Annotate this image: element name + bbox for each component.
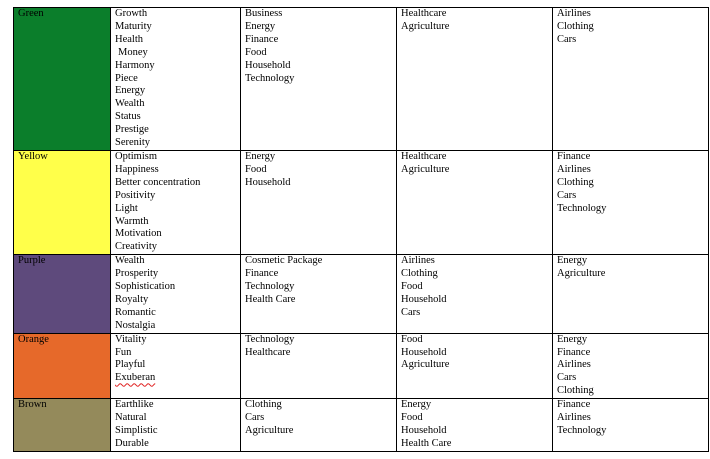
cell-line: Fun <box>115 346 132 358</box>
cell-line: Airlines <box>557 8 591 19</box>
cell-line: Cosmetic Package <box>245 255 323 267</box>
cell-line: Airlines <box>557 412 591 424</box>
cell-line: Clothing <box>401 268 438 280</box>
color-swatch-cell <box>14 150 111 254</box>
cell-line: Durable <box>115 437 149 449</box>
cell-line: Money <box>118 46 148 58</box>
cell-line: Food <box>245 46 267 58</box>
cell-line: Health Care <box>401 437 452 449</box>
cell-line: Status <box>115 111 141 123</box>
cell-line: Food <box>245 163 267 175</box>
cell-line: Finance <box>557 346 591 358</box>
cell-line: Health Care <box>245 293 296 305</box>
cell-line: Clothing <box>557 385 594 397</box>
cell-line: Technology <box>245 281 295 293</box>
cell-line: Cars <box>557 372 577 384</box>
cell-line: Food <box>401 412 423 424</box>
cell-line: Finance <box>245 268 279 280</box>
cell-line: Healthcare <box>245 346 291 358</box>
cell-line: Playful <box>115 359 146 371</box>
cell-line: Piece <box>115 72 138 84</box>
table-row <box>14 333 709 399</box>
cell-line: Sophistication <box>115 281 176 293</box>
cell-line: Energy <box>115 85 146 97</box>
cell-line: Agriculture <box>557 268 606 280</box>
table-row <box>14 8 709 151</box>
cell-line: Food <box>401 281 423 293</box>
cell-line: Agriculture <box>245 425 294 436</box>
cell-line: Business <box>245 8 283 19</box>
cell-line: Technology <box>557 425 607 436</box>
cell-line: Clothing <box>557 176 594 188</box>
cell-line: Vitality <box>115 333 147 345</box>
cell-line: Household <box>401 346 447 358</box>
cell-line: Natural <box>115 412 147 424</box>
table-body <box>14 8 709 452</box>
industries-cell-2 <box>397 333 553 399</box>
cell-line: Clothing <box>557 20 594 32</box>
color-swatch-cell <box>14 255 111 333</box>
cell-line: Harmony <box>115 59 155 71</box>
cell-line: Healthcare <box>401 8 447 19</box>
cell-line: Motivation <box>115 228 162 240</box>
cell-line: Wealth <box>115 98 145 110</box>
cell-line: Wealth <box>115 255 145 267</box>
cell-line: Positivity <box>115 189 156 201</box>
cell-line: Agriculture <box>401 20 450 32</box>
cell-line: Growth <box>115 8 148 19</box>
cell-line: Serenity <box>115 137 150 149</box>
industries-cell-2 <box>397 8 553 151</box>
industries-cell-3 <box>553 255 709 333</box>
cell-line: Finance <box>245 33 279 45</box>
cell-line: Light <box>115 202 138 214</box>
color-swatch-cell <box>14 8 111 151</box>
cell-line: Airlines <box>557 359 591 371</box>
cell-line: Energy <box>401 399 432 411</box>
industries-cell-2 <box>397 399 553 452</box>
industries-cell-2 <box>397 150 553 254</box>
cell-line: Finance <box>557 399 591 411</box>
cell-line: Food <box>401 333 423 345</box>
cell-line: Cars <box>557 33 577 45</box>
cell-line: Agriculture <box>401 163 450 175</box>
cell-line: Romantic <box>115 306 156 318</box>
cell-line: Optimism <box>115 150 158 162</box>
industries-cell-1 <box>241 333 397 399</box>
attributes-cell <box>111 8 241 151</box>
table-row <box>14 255 709 333</box>
industries-cell-1 <box>241 8 397 151</box>
cell-line: Airlines <box>401 255 435 267</box>
cell-line: Prestige <box>115 124 149 136</box>
cell-line: Healthcare <box>401 150 447 162</box>
color-name: Brown <box>18 399 47 411</box>
attributes-cell <box>111 333 241 399</box>
color-name: Orange <box>18 333 49 345</box>
cell-line: Household <box>245 59 291 71</box>
color-swatch-cell <box>14 399 111 452</box>
cell-line: Creativity <box>115 241 157 253</box>
color-name: Green <box>18 8 44 19</box>
cell-line: Cars <box>245 412 265 424</box>
cell-line: Finance <box>557 150 591 162</box>
cell-line: Household <box>401 293 447 305</box>
cell-line: Prosperity <box>115 268 159 280</box>
cell-line: Household <box>245 176 291 188</box>
cell-line: Cars <box>401 306 421 318</box>
industries-cell-3 <box>553 399 709 452</box>
cell-line: Energy <box>245 20 276 32</box>
industries-cell-1 <box>241 399 397 452</box>
cell-line: Cars <box>557 189 577 201</box>
industries-cell-1 <box>241 255 397 333</box>
cell-line: Agriculture <box>401 359 450 371</box>
color-meaning-table <box>13 7 709 452</box>
cell-line: Earthlike <box>115 399 154 411</box>
cell-line: Health <box>115 33 143 45</box>
cell-line: Maturity <box>115 20 152 32</box>
industries-cell-1 <box>241 150 397 254</box>
cell-line: Happiness <box>115 163 159 175</box>
table-row <box>14 399 709 452</box>
attributes-cell <box>111 150 241 254</box>
cell-line: Nostalgia <box>115 319 156 331</box>
cell-line: Airlines <box>557 163 591 175</box>
industries-cell-2 <box>397 255 553 333</box>
industries-cell-3 <box>553 150 709 254</box>
cell-line: Simplistic <box>115 425 158 436</box>
attributes-cell <box>111 255 241 333</box>
misspelled-word: Exuberan <box>115 372 156 384</box>
cell-line: Technology <box>245 333 295 345</box>
industries-cell-3 <box>553 8 709 151</box>
cell-line: Energy <box>557 333 588 345</box>
cell-line: Household <box>401 425 447 436</box>
cell-line: Warmth <box>115 215 149 227</box>
cell-line: Energy <box>557 255 588 267</box>
table-row <box>14 150 709 254</box>
attributes-cell <box>111 399 241 452</box>
industries-cell-3 <box>553 333 709 399</box>
color-name: Yellow <box>18 150 48 162</box>
cell-line: Technology <box>245 72 295 84</box>
color-swatch-cell <box>14 333 111 399</box>
cell-line <box>115 372 240 385</box>
cell-line: Royalty <box>115 293 149 305</box>
cell-line: Energy <box>245 150 276 162</box>
cell-line: Better concentration <box>115 176 201 188</box>
cell-line: Clothing <box>245 399 282 411</box>
cell-line: Technology <box>557 202 607 214</box>
color-name: Purple <box>18 255 46 267</box>
